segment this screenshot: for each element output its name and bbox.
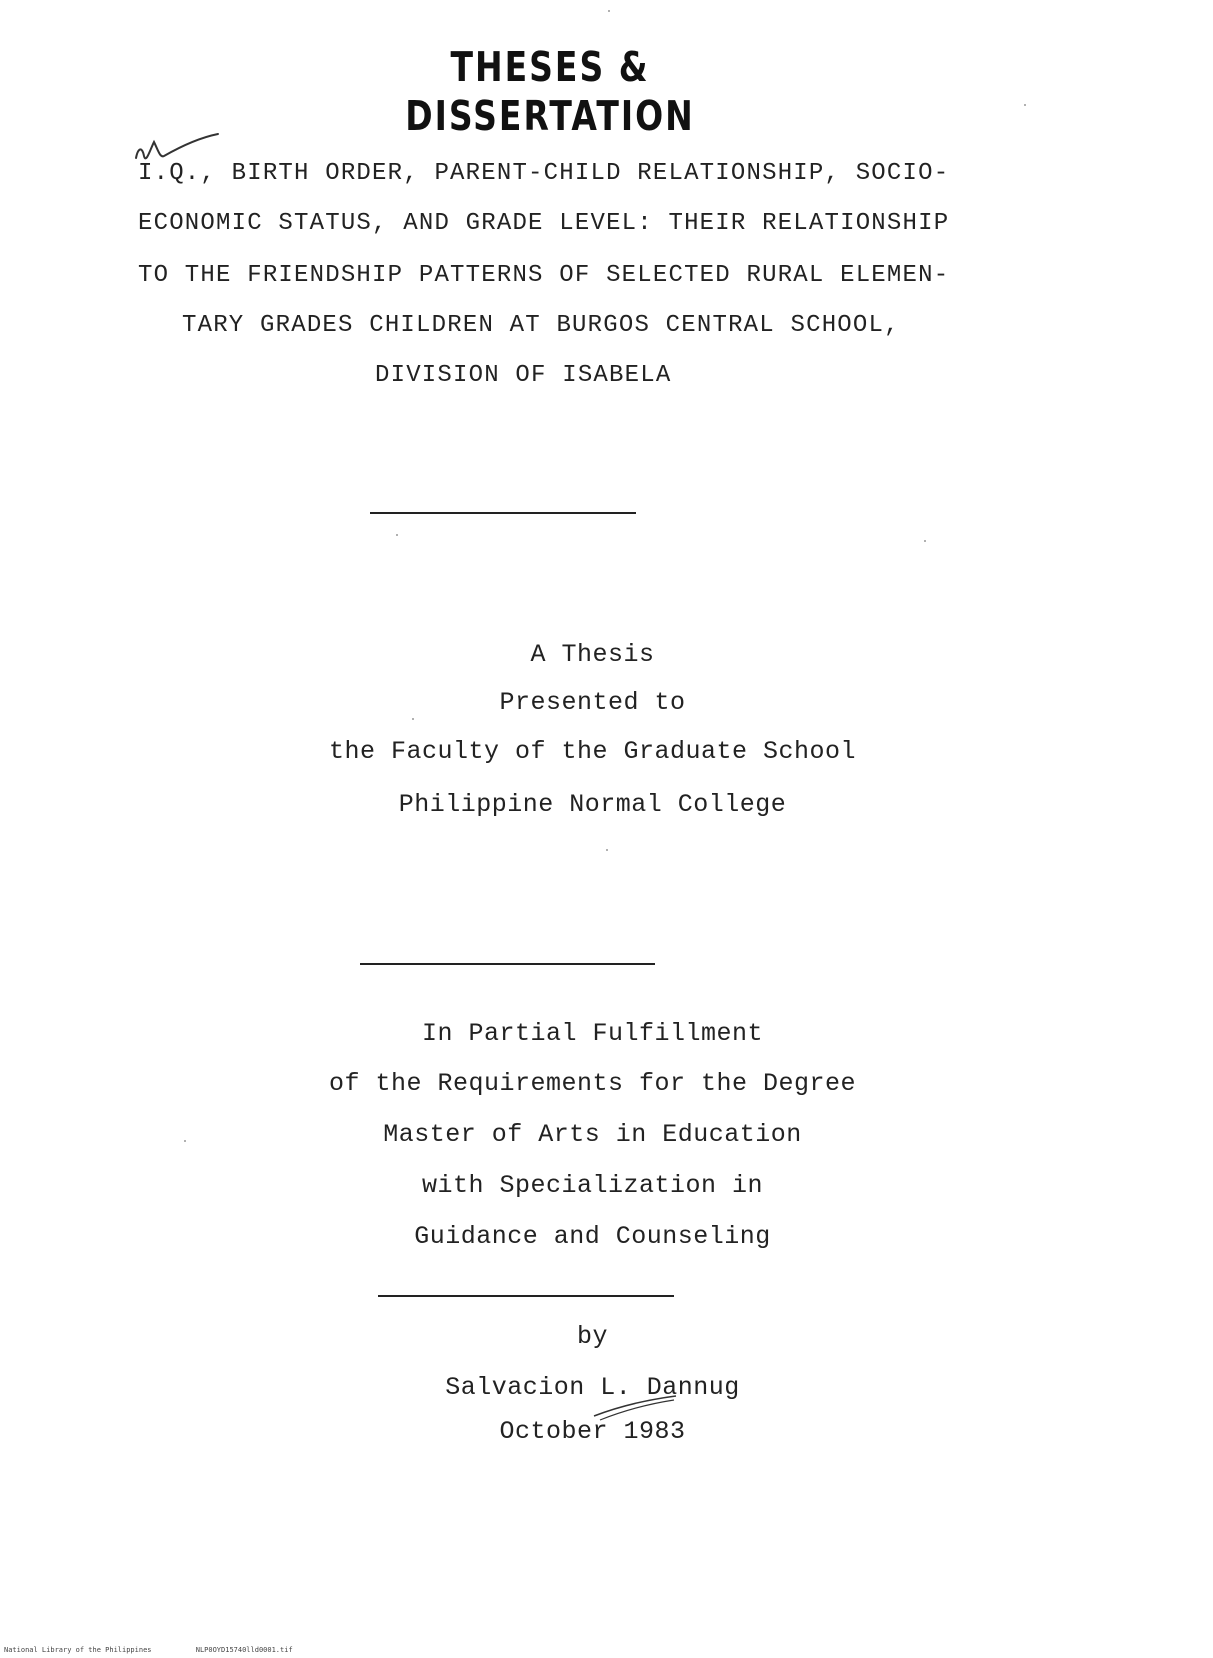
thesis-label: A Thesis [530,640,655,669]
divider-3 [378,1295,674,1297]
handwritten-underline-icon [590,1392,680,1422]
divider-2 [360,963,655,965]
footer-library: National Library of the Philippines [4,1646,152,1654]
title-line-5: DIVISION OF ISABELA [375,362,672,389]
divider-1 [370,512,636,514]
scan-speck [606,849,608,851]
title-line-4: TARY GRADES CHILDREN AT BURGOS CENTRAL SCHOOL, [182,312,900,339]
title-line-1: I.Q., BIRTH ORDER, PARENT-CHILD RELATIONSHIP, SOCIO- [138,160,950,187]
scan-speck [924,540,926,542]
scan-speck [1024,104,1026,106]
faculty-line: the Faculty of the Graduate School [328,737,857,766]
submission-date: October 1983 [499,1417,686,1446]
footer-file-id: NLP0OYD15740lld0001.tif [195,1646,293,1654]
degree-name: Master of Arts in Education [383,1120,802,1149]
scan-speck [184,1140,186,1142]
by-label: by [576,1322,608,1351]
fulfillment-line-2: of the Requirements for the Degree [328,1069,857,1098]
presented-to: Presented to [499,688,686,717]
scan-footer [4,1646,333,1654]
title-line-2: ECONOMIC STATUS, AND GRADE LEVEL: THEIR RELATIONSHIP [138,210,950,237]
college-name: Philippine Normal College [398,790,787,819]
scan-speck [608,10,610,12]
fulfillment-line-1: In Partial Fulfillment [421,1019,764,1048]
specialization-line: with Specialization in [421,1171,764,1200]
theses-dissertation-stamp: THESES & DISSERTATION [405,42,695,140]
scan-speck [412,718,414,720]
title-line-3: TO THE FRIENDSHIP PATTERNS OF SELECTED RURAL ELEMEN- [138,262,950,289]
specialization-field: Guidance and Counseling [414,1222,771,1251]
scan-speck [396,534,398,536]
author-name: Salvacion L. Dannug [445,1373,740,1402]
